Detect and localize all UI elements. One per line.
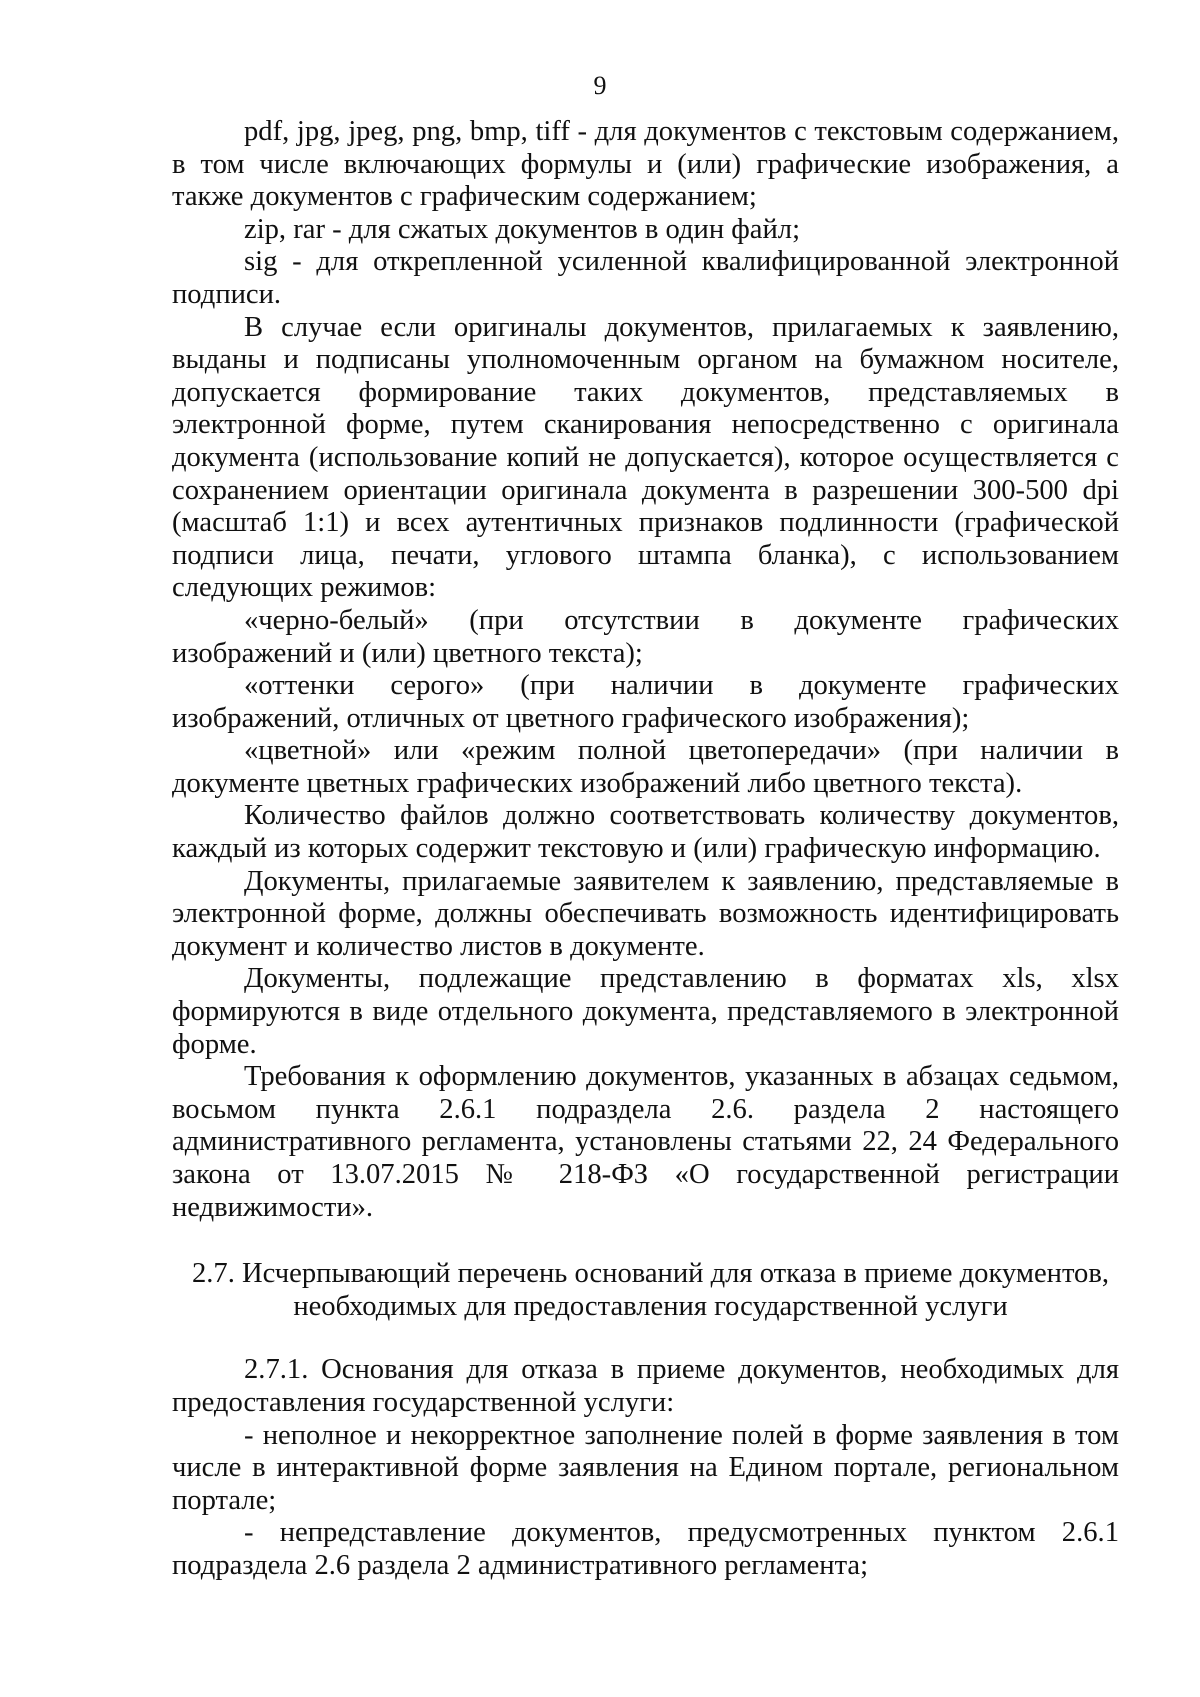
page-number: 9: [593, 71, 607, 100]
paragraph-file-formats: pdf, jpg, jpeg, png, bmp, tiff - для документов с текстовым содержанием, в том числе включающих формулы и (или) графические изображения, а также документов с графическим содержанием;: [172, 116, 1119, 213]
section-heading-line-1: 2.7. Исчерпывающий перечень оснований для отказа в приеме документов,: [191, 1258, 1110, 1290]
section-heading-line-2: необходимых для предоставления государственной услуги: [293, 1290, 1008, 1322]
paragraph-file-count: Количество файлов должно соответствовать количеству документов, каждый из которых содержит текстовую и (или) графическую информацию.: [172, 800, 1119, 865]
paragraph-identification: Документы, прилагаемые заявителем к заявлению, представляемые в электронной форме, должны обеспечивать возможность идентифицировать документ и количество листов в документе.: [172, 865, 1119, 962]
paragraph-archive-formats: zip, rar - для сжатых документов в один файл;: [244, 213, 801, 245]
paragraph-mode-grayscale: «оттенки серого» (при наличии в документе графических изображений, отличных от цветного графического изображения);: [172, 670, 1119, 734]
paragraph-scanning-rules: В случае если оригиналы документов, прилагаемых к заявлению, выданы и подписаны уполномоченным органом на бумажном носителе, допускается формирование таких документов, представляемых в электронной форме, путем сканирования непосредственно с оригинала документа (использование копий не допускается), которое осуществляется с сохранением ориентации оригинала документа в разрешении 300-500 dpi (масштаб 1:1) и всех аутентичных признаков подлинности (графической подписи лица, печати, углового штампа бланка), с использованием следующих режимов:: [172, 311, 1119, 604]
paragraph-refusal-grounds: 2.7.1. Основания для отказа в приеме документов, необходимых для предоставления государственной услуги:: [172, 1354, 1119, 1418]
paragraph-signature-format: sig - для открепленной усиленной квалифицированной электронной подписи.: [172, 246, 1119, 310]
paragraph-mode-color: «цветной» или «режим полной цветопередачи» (при наличии в документе цветных графических изображений либо цветного текста).: [172, 735, 1119, 799]
paragraph-missing-documents: - непредставление документов, предусмотренных пунктом 2.6.1 подраздела 2.6 раздела 2 административного регламента;: [172, 1517, 1119, 1581]
paragraph-mode-bw: «черно-белый» (при отсутствии в документе графических изображений и (или) цветного текста);: [172, 604, 1119, 669]
paragraph-xls-formats: Документы, подлежащие представлению в форматах xls, xlsx формируются в виде отдельного документа, представляемого в электронной форме.: [172, 963, 1119, 1060]
paragraph-requirements: Требования к оформлению документов, указанных в абзацах седьмом, восьмом пункта 2.6.1 подраздела 2.6. раздела 2 настоящего административного регламента, установлены статьями 22, 24 Федерального закона от 13.07.2015 № 218-ФЗ «О государственной регистрации недвижимости».: [172, 1061, 1119, 1223]
paragraph-incomplete-form: - неполное и некорректное заполнение полей в форме заявления в том числе в интерактивной форме заявления на Едином портале, региональном портале;: [172, 1419, 1119, 1516]
section-heading: [172, 1258, 1119, 1323]
document-body: [172, 116, 1119, 1583]
